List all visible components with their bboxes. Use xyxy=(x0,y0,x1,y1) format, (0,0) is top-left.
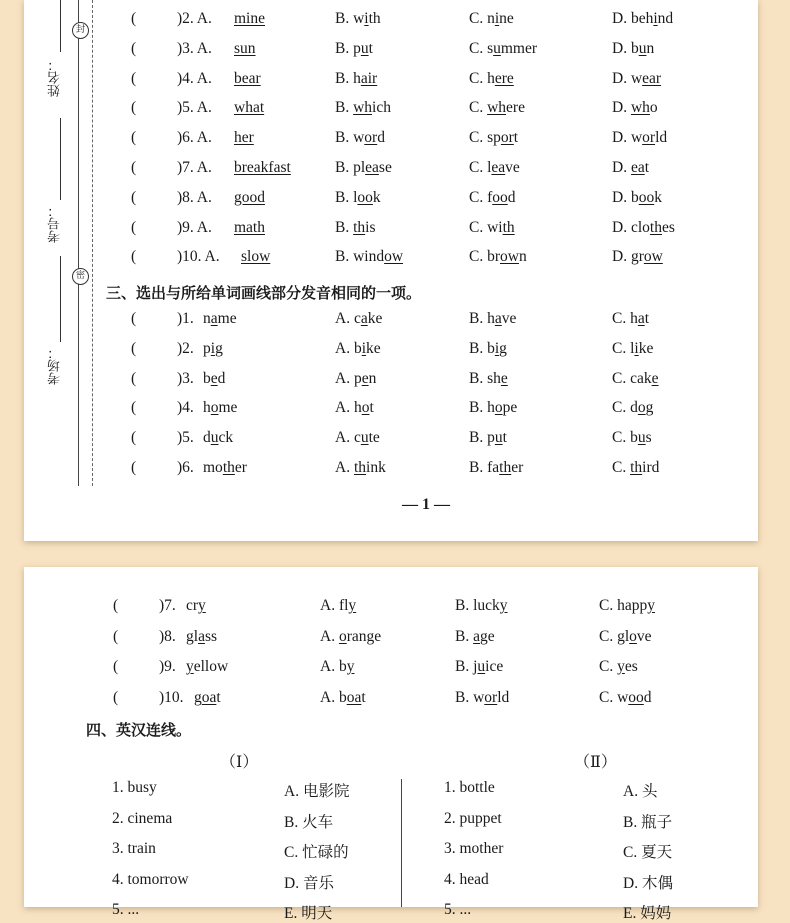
question-number: )7. A. xyxy=(177,159,212,176)
group-1-chinese-item: D. 音乐 xyxy=(284,874,334,892)
underlined-letters: u xyxy=(360,429,369,447)
answer-paren: ( xyxy=(131,159,137,176)
option-a xyxy=(234,40,256,58)
underlined-letters: i xyxy=(653,10,658,27)
question-row xyxy=(24,597,758,619)
option-c: C. dog xyxy=(612,399,654,417)
underlined-letters: air xyxy=(360,69,378,87)
question-row xyxy=(24,10,758,32)
question-row xyxy=(24,99,758,121)
option-c: C. cake xyxy=(612,369,659,387)
underlined-letters: y xyxy=(346,658,355,675)
underlined-letters: u xyxy=(360,39,369,57)
secret-mark: 密 xyxy=(72,268,89,285)
underlined-letters: her xyxy=(234,129,254,147)
answer-paren: ( xyxy=(113,597,119,614)
underlined-letters: th xyxy=(222,459,235,476)
answer-paren: ( xyxy=(131,69,137,87)
option-b: B. age xyxy=(455,627,495,645)
question-row xyxy=(24,658,758,680)
option-a: A. pen xyxy=(335,369,377,387)
group-2-english-item: 5. ... xyxy=(444,901,472,918)
question-number: )9. A. xyxy=(177,218,212,236)
given-word: home xyxy=(203,399,238,417)
option-a xyxy=(234,129,254,147)
option-b: B. hope xyxy=(469,399,518,417)
answer-paren: ( xyxy=(131,129,137,147)
underlined-letters: th xyxy=(502,218,515,236)
option-b: B. please xyxy=(335,159,392,176)
given-word: glass xyxy=(186,627,218,645)
option-d: D. wear xyxy=(612,69,662,87)
option-a: A. bike xyxy=(335,339,381,357)
option-c: C. like xyxy=(612,339,654,357)
question-row xyxy=(24,459,758,481)
answer-paren: ( xyxy=(113,658,119,675)
underlined-letters: what xyxy=(234,99,265,117)
option-c: C. summer xyxy=(469,39,538,57)
underlined-letters: o xyxy=(338,627,347,645)
underlined-letters: th xyxy=(499,459,512,476)
underlined-letters: slow xyxy=(241,248,271,266)
underlined-letters: a xyxy=(360,310,368,327)
underlined-letters: ow xyxy=(384,248,404,266)
underlined-letters: ere xyxy=(494,69,514,87)
underlined-letters: bear xyxy=(234,69,261,87)
given-word: duck xyxy=(203,429,234,447)
option-d: D. clothes xyxy=(612,218,675,236)
underlined-letters: a xyxy=(473,627,480,645)
question-row xyxy=(24,189,758,211)
underlined-letters: u xyxy=(493,39,501,57)
underlined-letters: th xyxy=(630,459,643,476)
option-c: C. nine xyxy=(469,10,514,27)
question-row xyxy=(24,40,758,62)
group-1-english-item: 4. tomorrow xyxy=(112,870,189,888)
underlined-letters: u xyxy=(638,39,647,57)
option-b: B. which xyxy=(335,99,391,117)
option-c: C. where xyxy=(469,99,525,117)
answer-paren: ( xyxy=(131,339,137,357)
worksheet-page-2 xyxy=(24,567,758,922)
question-number: )2. A. xyxy=(177,10,212,27)
question-number: )3. A. xyxy=(177,39,212,57)
answer-paren: ( xyxy=(131,39,137,57)
given-word: yellow xyxy=(186,658,229,675)
option-a: A. by xyxy=(320,658,355,675)
underlined-letters: math xyxy=(234,218,265,236)
answer-paren: ( xyxy=(131,459,137,476)
question-number: )5. xyxy=(177,429,194,447)
underlined-letters: wh xyxy=(487,99,507,117)
option-a xyxy=(234,189,265,207)
underlined-letters: o xyxy=(629,627,637,645)
underlined-letters: i xyxy=(210,339,216,357)
underlined-letters: oa xyxy=(201,688,217,706)
underlined-letters: a xyxy=(210,310,218,327)
given-word: bed xyxy=(203,369,226,387)
underlined-letters: or xyxy=(364,129,378,147)
underlined-letters: y xyxy=(617,658,625,675)
group-1-english-item: 3. train xyxy=(112,840,156,857)
underlined-letters: e xyxy=(651,369,659,387)
exam-number-label: 考号： xyxy=(48,204,63,243)
answer-paren: ( xyxy=(131,369,137,387)
option-a xyxy=(234,99,264,117)
option-d: D. behind xyxy=(612,10,674,27)
option-c: C. third xyxy=(612,459,660,476)
underlined-letters: ea xyxy=(491,159,506,176)
answer-paren: ( xyxy=(131,99,137,117)
answer-paren: ( xyxy=(131,429,137,447)
answer-paren: ( xyxy=(113,688,119,706)
question-number: )10. A. xyxy=(177,248,220,266)
underlined-letters: oo xyxy=(638,188,655,206)
name-label: 姓名： xyxy=(48,58,63,97)
answer-paren: ( xyxy=(131,10,137,27)
underlined-letters: e xyxy=(500,369,508,387)
group-1-chinese-item: E. 明天 xyxy=(284,905,333,922)
underlined-letters: ear xyxy=(642,69,662,87)
question-number: )8. xyxy=(159,627,176,645)
group-2-chinese-item: A. 头 xyxy=(623,783,658,800)
underlined-letters: o xyxy=(637,399,646,417)
question-row xyxy=(24,219,758,241)
underlined-letters: u xyxy=(477,658,486,675)
option-b: B. look xyxy=(335,188,381,206)
underlined-letters: oa xyxy=(346,688,362,706)
underlined-letters: breakfast xyxy=(234,159,291,176)
question-row xyxy=(24,689,758,711)
underlined-letters: or xyxy=(484,688,498,706)
option-b: B. window xyxy=(335,248,404,266)
group-2-english-item: 3. mother xyxy=(444,840,504,857)
question-number: )6. xyxy=(177,459,194,476)
underlined-letters: wh xyxy=(630,99,650,117)
underlined-letters: a xyxy=(198,627,205,645)
group-1-chinese-item: C. 忙碌的 xyxy=(284,844,349,861)
option-a xyxy=(234,219,265,237)
question-number: )3. xyxy=(177,369,194,387)
underlined-letters: ea xyxy=(630,159,645,176)
underlined-letters: th xyxy=(649,218,662,236)
question-number: )8. A. xyxy=(177,188,212,206)
option-c: C. leave xyxy=(469,159,520,176)
underlined-letters: i xyxy=(494,10,500,27)
group-1-english-item: 5. ... xyxy=(112,901,140,918)
underlined-letters: i xyxy=(494,339,500,357)
underlined-letters: th xyxy=(353,218,366,236)
underlined-letters: mine xyxy=(234,10,265,27)
option-b: B. this xyxy=(335,218,376,236)
underlined-letters: wh xyxy=(353,99,373,117)
underlined-letters: a xyxy=(637,310,645,327)
underlined-letters: y xyxy=(647,597,655,614)
answer-paren: ( xyxy=(113,627,119,645)
question-number: )6. A. xyxy=(177,129,212,147)
underlined-letters: th xyxy=(353,459,367,476)
question-number: )9. xyxy=(159,658,176,675)
worksheet-page-1 xyxy=(24,0,758,541)
underlined-letters: good xyxy=(234,188,265,206)
answer-paren: ( xyxy=(131,248,137,266)
question-row xyxy=(24,70,758,92)
underlined-letters: u xyxy=(210,429,219,447)
question-row xyxy=(24,399,758,421)
option-b: B. big xyxy=(469,339,507,357)
group-1-chinese-item: B. 火车 xyxy=(284,813,334,831)
group-2-chinese-item: D. 木偶 xyxy=(623,874,673,892)
underlined-letters: ow xyxy=(643,248,663,266)
group-2-chinese-item: C. 夏天 xyxy=(623,844,673,861)
underlined-letters: e xyxy=(361,369,369,387)
underlined-letters: e xyxy=(210,369,218,387)
option-d: D. bun xyxy=(612,39,655,57)
option-c: C. with xyxy=(469,218,515,236)
option-a xyxy=(234,10,265,28)
seal-mark: 封 xyxy=(72,22,89,39)
option-c: C. brown xyxy=(469,248,527,266)
option-b: B. word xyxy=(335,129,385,147)
underlined-letters: o xyxy=(361,399,370,417)
group-1-english-item: 1. busy xyxy=(112,779,157,796)
underlined-letters: ow xyxy=(500,248,519,266)
group-divider xyxy=(401,779,402,907)
option-c: C. bus xyxy=(612,429,652,447)
option-a xyxy=(234,70,261,88)
option-d: D. world xyxy=(612,129,668,147)
group-2-english-item: 2. puppet xyxy=(444,809,502,827)
underlined-letters: o xyxy=(210,399,219,417)
option-b: B. hair xyxy=(335,69,378,87)
option-b: B. have xyxy=(469,310,517,327)
question-number: )10. xyxy=(159,688,184,706)
underlined-letters: y xyxy=(348,597,357,614)
option-d: D. book xyxy=(612,188,662,206)
underlined-letters: i xyxy=(634,339,639,357)
group-2-chinese-item: B. 瓶子 xyxy=(623,813,673,831)
question-row xyxy=(24,370,758,392)
group-2-chinese-item: E. 妈妈 xyxy=(623,905,672,922)
option-a xyxy=(234,159,291,177)
underlined-letters: u xyxy=(637,429,646,447)
section3-heading: 三、选出与所给单词画线部分发音相同的一项。 xyxy=(106,284,422,302)
question-row xyxy=(24,628,758,650)
option-b: B. lucky xyxy=(455,597,508,614)
group-2-english-item: 4. head xyxy=(444,870,489,888)
option-b: B. with xyxy=(335,10,381,27)
option-c: C. yes xyxy=(599,658,638,675)
underlined-letters: oo xyxy=(357,188,373,206)
question-number: )1. xyxy=(177,310,194,327)
option-d: D. who xyxy=(612,99,658,117)
option-d: D. eat xyxy=(612,159,650,176)
question-row xyxy=(24,248,758,270)
option-c: C. sport xyxy=(469,129,519,147)
underlined-letters: y xyxy=(198,597,206,614)
question-row xyxy=(24,429,758,451)
group-1-label: （Ⅰ） xyxy=(220,754,259,771)
group-1-chinese-item: A. 电影院 xyxy=(284,783,350,800)
answer-paren: ( xyxy=(131,188,137,206)
option-a xyxy=(241,248,270,266)
given-word: name xyxy=(203,310,237,327)
underlined-letters: oo xyxy=(628,688,644,706)
option-d: D. grow xyxy=(612,248,663,266)
group-2-label: （Ⅱ） xyxy=(574,754,617,771)
question-row xyxy=(24,340,758,362)
underlined-letters: ea xyxy=(365,159,379,176)
option-c: C. glove xyxy=(599,627,652,645)
question-number: )2. xyxy=(177,339,194,357)
question-number: )7. xyxy=(159,597,176,614)
option-b: B. juice xyxy=(455,658,504,675)
underlined-letters: y xyxy=(499,597,508,614)
underlined-letters: a xyxy=(494,310,502,327)
given-word: cry xyxy=(186,597,206,614)
underlined-letters: sun xyxy=(234,39,256,57)
option-a: A. cute xyxy=(335,429,380,447)
option-a: A. orange xyxy=(320,627,382,645)
underlined-letters: oo xyxy=(492,188,508,206)
option-b: B. put xyxy=(469,429,507,447)
underlined-letters: y xyxy=(186,658,194,675)
given-word: mother xyxy=(203,459,247,476)
option-c: C. food xyxy=(469,188,516,206)
question-row xyxy=(24,159,758,181)
underlined-letters: or xyxy=(642,129,656,147)
exam-room-label: 考场： xyxy=(48,346,63,385)
option-b: B. put xyxy=(335,39,373,57)
option-a: A. think xyxy=(335,459,386,476)
underlined-letters: u xyxy=(494,429,503,447)
option-a: A. fly xyxy=(320,597,357,614)
section4-heading: 四、英汉连线。 xyxy=(86,721,192,739)
answer-paren: ( xyxy=(131,310,137,327)
page-number: — 1 — xyxy=(402,496,450,513)
given-word: pig xyxy=(203,339,223,357)
option-c: C. hat xyxy=(612,310,650,327)
option-b: B. she xyxy=(469,369,508,387)
question-row xyxy=(24,310,758,332)
question-number: )4. A. xyxy=(177,69,212,87)
underlined-letters: o xyxy=(494,399,503,417)
question-row xyxy=(24,129,758,151)
option-a: A. hot xyxy=(335,399,374,417)
option-a: A. cake xyxy=(335,310,383,327)
option-b: B. world xyxy=(455,688,510,706)
option-c: C. here xyxy=(469,69,514,87)
group-2-english-item: 1. bottle xyxy=(444,779,495,796)
question-number: )4. xyxy=(177,399,194,417)
option-b: B. father xyxy=(469,459,524,476)
option-c: C. happy xyxy=(599,597,655,614)
answer-paren: ( xyxy=(131,399,137,417)
given-word: goat xyxy=(194,688,221,706)
group-1-english-item: 2. cinema xyxy=(112,809,173,827)
underlined-letters: i xyxy=(361,339,367,357)
question-number: )5. A. xyxy=(177,99,212,117)
option-a: A. boat xyxy=(320,688,366,706)
underlined-letters: i xyxy=(364,10,369,27)
answer-paren: ( xyxy=(131,218,137,236)
underlined-letters: or xyxy=(500,129,514,147)
option-c: C. wood xyxy=(599,688,652,706)
